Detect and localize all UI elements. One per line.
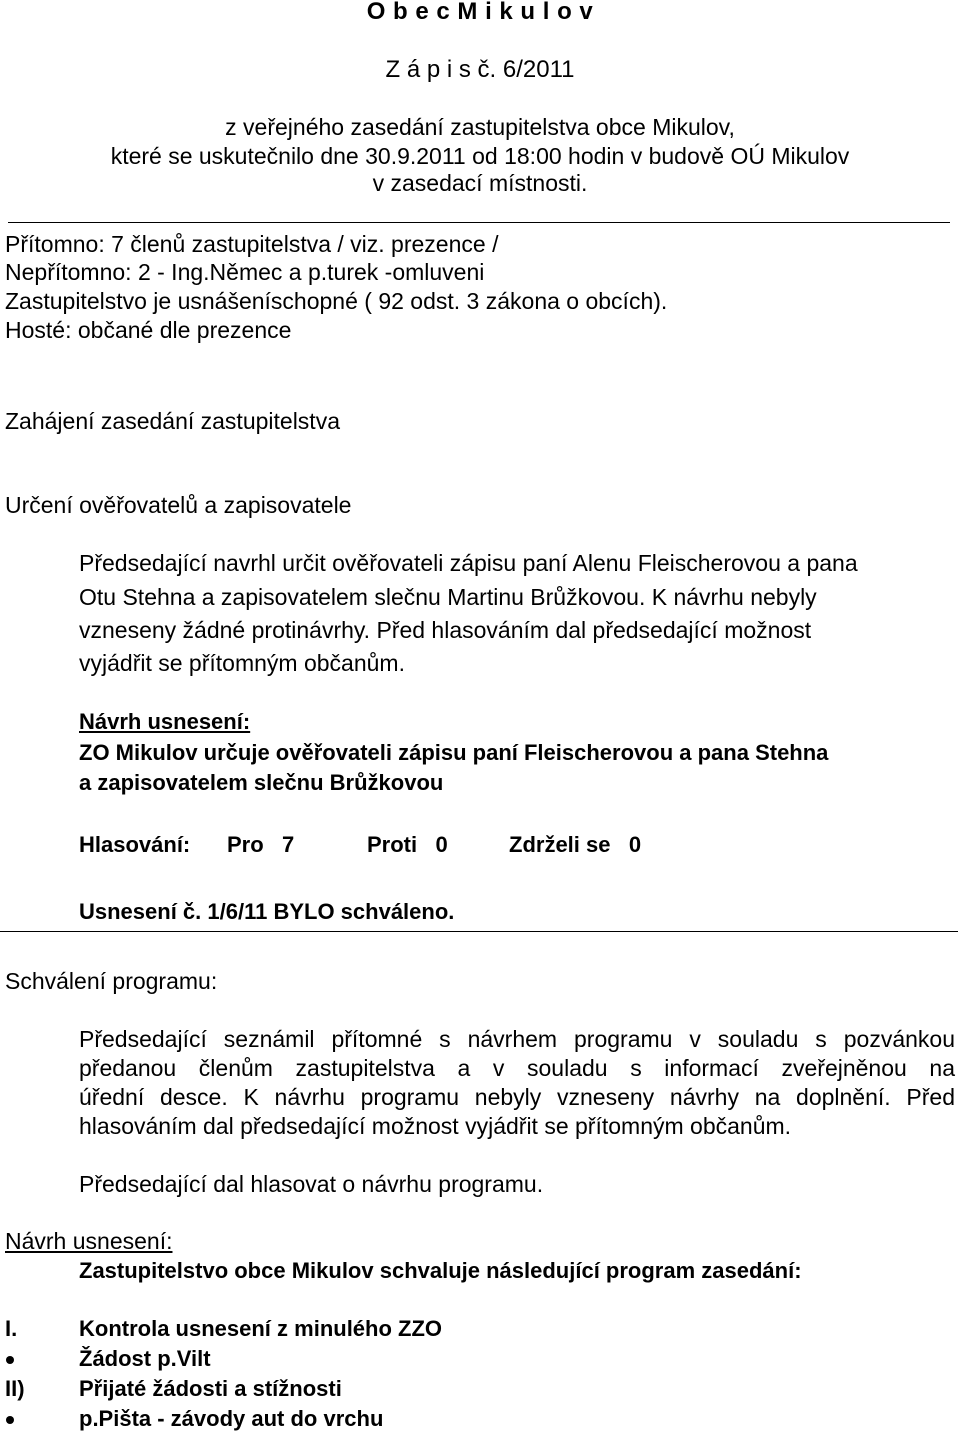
vote-proti: Proti 0 — [367, 832, 448, 857]
verifiers-paragraph-line: Otu Stehna a zapisovatelem slečnu Martinu Brůžkovou. K návrhu nebyly — [79, 584, 817, 610]
attendance-present: Přítomno: 7 členů zastupitelstva / viz. prezence / — [5, 231, 499, 257]
program-item-marker: II) — [5, 1376, 25, 1401]
resolution-text-line: ZO Mikulov určuje ověřovateli zápisu paní Fleischerovou a pana Stehna — [79, 740, 829, 765]
program-resolution-text: Zastupitelstvo obce Mikulov schvaluje následující program zasedání: — [79, 1258, 802, 1283]
verifiers-paragraph-line: Předsedající navrhl určit ověřovateli zápisu paní Alenu Fleischerovou a pana — [79, 550, 858, 576]
program-paragraph-line: hlasováním dal předsedající možnost vyjádřit se přítomným občanům. — [79, 1113, 792, 1139]
section-opening-heading: Zahájení zasedání zastupitelstva — [5, 408, 340, 434]
subtitle-line-3: v zasedací místnosti. — [372, 170, 588, 196]
subtitle-line-2: které se uskutečnilo dne 30.9.2011 od 18:00 hodin v budově OÚ Mikulov — [110, 143, 850, 169]
header-divider — [8, 222, 950, 223]
program-paragraph-line: předanou členům zastupitelstva a v souladu s informací zveřejněnou na — [79, 1055, 955, 1081]
bullet-icon — [6, 1356, 14, 1364]
org-name: O b e c M i k u l o v — [366, 0, 594, 25]
attendance-guests: Hosté: občané dle prezence — [5, 317, 292, 343]
program-vote-call: Předsedající dal hlasovat o návrhu programu. — [79, 1171, 544, 1197]
section-verifiers-heading: Určení ověřovatelů a zapisovatele — [5, 492, 352, 518]
subtitle-line-1: z veřejného zasedání zastupitelstva obce Mikulov, — [225, 114, 735, 140]
verifiers-paragraph-line: vzneseny žádné protinávrhy. Před hlasováním dal předsedající možnost — [79, 617, 812, 643]
attendance-quorum: Zastupitelstvo je usnášeníschopné ( 92 odst. 3 zákona o obcích). — [5, 288, 668, 314]
resolution-text-line: a zapisovatelem slečnu Brůžkovou — [79, 770, 444, 795]
resolution-label: Návrh usnesení: — [79, 709, 251, 734]
section-program-heading: Schválení programu: — [5, 968, 218, 994]
program-item-text: Žádost p.Vilt — [79, 1346, 211, 1371]
resolution-result: Usnesení č. 1/6/11 BYLO schváleno. — [79, 899, 455, 924]
program-item-text: Kontrola usnesení z minulého ZZO — [79, 1316, 443, 1341]
section-divider — [0, 931, 958, 932]
program-item-text: p.Pišta - závody aut do vrchu — [79, 1406, 384, 1431]
vote-pro: Pro 7 — [227, 832, 295, 857]
vote-label: Hlasování: — [79, 832, 191, 857]
program-resolution-label: Návrh usnesení: — [5, 1228, 173, 1254]
program-paragraph-line: Předsedající seznámil přítomné s návrhem programu v souladu s pozvánkou — [79, 1026, 955, 1052]
program-paragraph-line: úřední desce. K návrhu programu nebyly vzneseny návrhy na doplnění. Před — [79, 1084, 955, 1110]
vote-abstained: Zdrželi se 0 — [509, 832, 642, 857]
program-item-marker: I. — [5, 1316, 18, 1341]
document-title: Z á p i s č. 6/2011 — [385, 56, 575, 83]
bullet-icon — [6, 1416, 14, 1424]
attendance-absent: Nepřítomno: 2 - Ing.Němec a p.turek -omluveni — [5, 259, 485, 285]
verifiers-paragraph-line: vyjádřit se přítomným občanům. — [79, 650, 405, 676]
program-item-text: Přijaté žádosti a stížnosti — [79, 1376, 342, 1401]
